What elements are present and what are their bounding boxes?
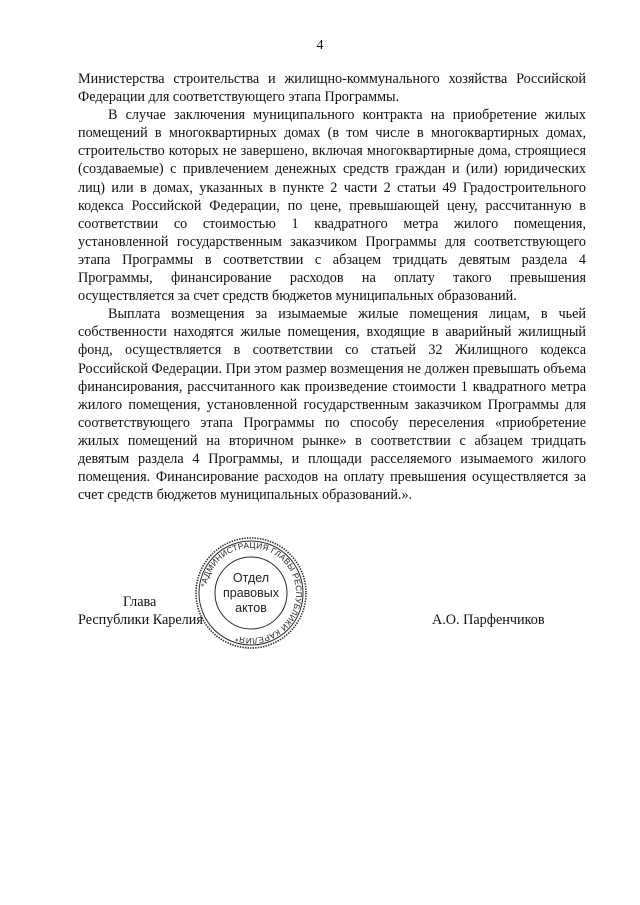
stamp-ring-text: *АДМИНИСТРАЦИЯ ГЛАВЫ РЕСПУБЛИКИ КАРЕЛИЯ* (199, 540, 304, 646)
signatory-title (78, 593, 203, 629)
stamp-center-line1: Отдел (232, 571, 270, 585)
page-number: 4 (316, 38, 324, 53)
paragraph: Выплата возмещения за изымаемые жилые помещения лицам, в чьей собственности находятся жилые помещения, входящие в аварийный жилищный фонд, осуществляется в соответствии со статьей 32 Жилищного кодекса Российской Федерации. При этом размер возмещения не должен превышать объема финансирования, рассчитанного как произведение стоимости 1 квадратного метра жилого помещения, установленной государственным заказчиком Программы для соответствующего этапа Программы по способу переселения «приобретение жилых помещений на вторичном рынке» в соответствии с абзацем тридцать девятым раздела 4 Программы, и площади расселяемого изымаемого жилого помещения. Финансирование расходов на оплату превышения осуществляется за счет средств бюджетов муниципальных образований.». (78, 306, 586, 504)
signatory-name: А.О. Парфенчиков (432, 612, 545, 628)
signatory-title-line2: Республики Карелия (78, 612, 203, 628)
department-stamp (193, 535, 309, 651)
paragraph: В случае заключения муниципального контракта на приобретение жилых помещений в многоквартирных домах (в том числе в многоквартирных домах, строительство которых не завершено, включая многоквартирные дома, строящиеся (создаваемые) с привлечением денежных средств граждан и (или) юридических лиц) или в домах, указанных в пункте 2 части 2 статьи 49 Градостроительного кодекса Российской Федерации, по цене, превышающей цену, рассчитанную в соответствии со стоимостью 1 квадратного метра жилого помещения, установленной государственным заказчиком Программы для соответствующего этапа Программы в соответствии с абзацем тридцать девятым раздела 4 Программы, финансирование расходов на оплату такого превышения осуществляется за счет средств бюджетов муниципальных образований. (78, 107, 586, 305)
stamp-center-line3: актов (235, 601, 267, 615)
signatory-title-line1: Глава (123, 594, 157, 610)
paragraph: Министерства строительства и жилищно-коммунального хозяйства Российской Федерации для соответствующего этапа Программы. (78, 71, 586, 106)
stamp-center-line2: правовых (223, 586, 279, 600)
body-text (78, 70, 586, 504)
